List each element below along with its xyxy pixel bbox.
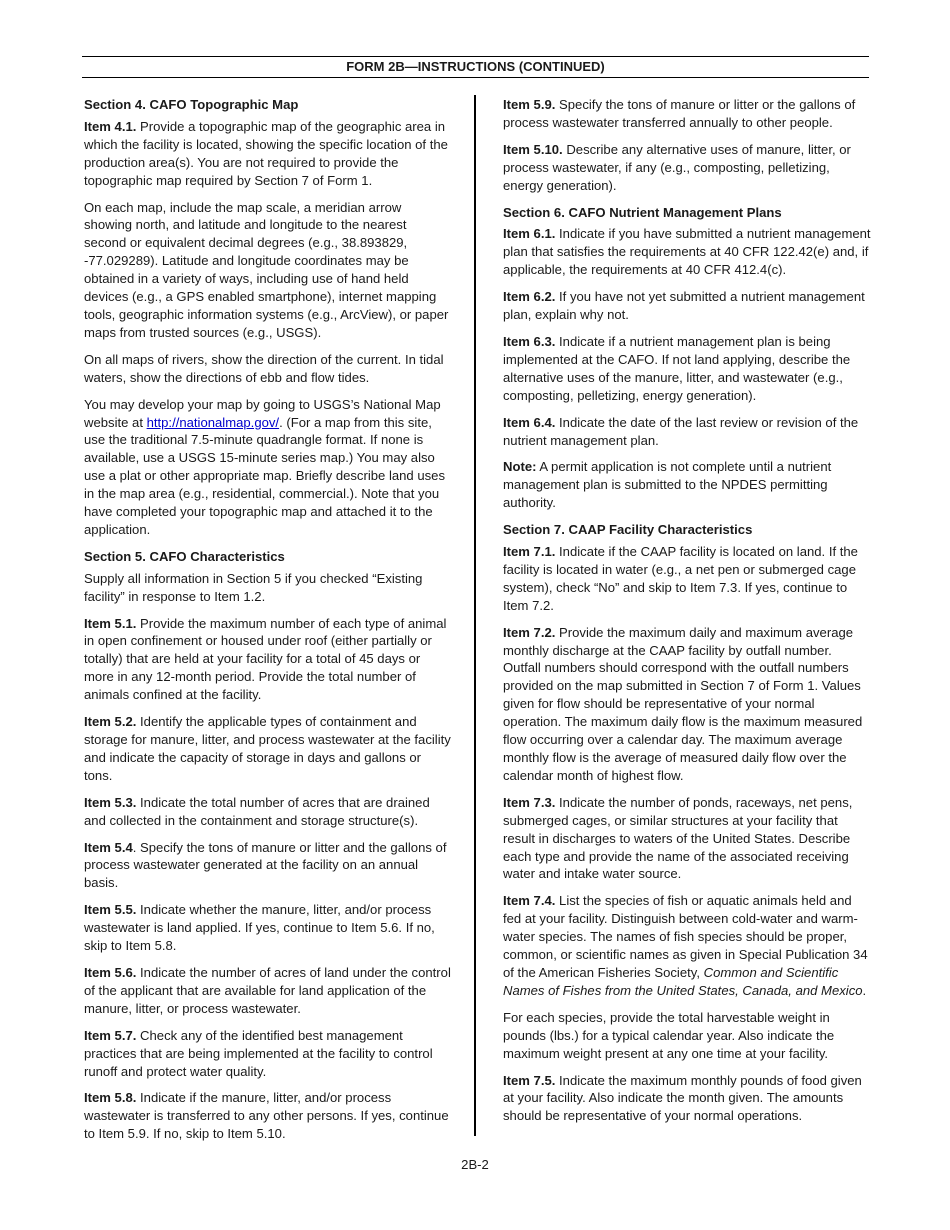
item-4-1-text: Provide a topographic map of the geographic area in which the facility is located, showing the specific location of the production area(s). You are not required to provide the topographic map required by Section 7 of Form 1. xyxy=(84,118,448,188)
header-rule-bottom xyxy=(82,77,869,78)
item-5-2 xyxy=(84,713,452,785)
page-number: 2B-2 xyxy=(461,1157,489,1172)
item-6-1 xyxy=(503,225,871,279)
right-column xyxy=(503,96,871,1134)
section-7-heading: Section 7. CAAP Facility Characteristics xyxy=(503,522,753,538)
item-6-2 xyxy=(503,288,871,324)
note-text: A permit application is not complete until a nutrient management plan is submitted to the NPDES permitting authority. xyxy=(503,459,832,511)
note-paragraph xyxy=(503,458,871,512)
item-6-2-label: Item 6.2. xyxy=(503,289,556,305)
section-5-heading: Section 5. CAFO Characteristics xyxy=(84,548,285,564)
item-7-5 xyxy=(503,1072,871,1126)
item-6-4-text: Indicate the date of the last review or revision of the nutrient management plan. xyxy=(503,414,859,448)
item-6-3 xyxy=(503,333,871,405)
item-6-1-label: Item 6.1. xyxy=(503,226,556,242)
map-scale-paragraph: On each map, include the map scale, a meridian arrow showing north, and latitude and longitude to the nearest second or equivalent decimal degrees (e.g., 38.893829, -77.029289). Latitude and longitude coordinates may be obtained in a variety of ways, including use of hand held devices (e.g., a GPS enabled smartphone), internet mapping tools, geographic information systems (e.g., ArcView), or paper maps from trusted sources (e.g., USGS). xyxy=(84,199,449,340)
item-5-10 xyxy=(503,141,871,195)
item-7-1-label: Item 7.1. xyxy=(503,544,556,560)
item-5-8-text: Indicate if the manure, litter, and/or process wastewater is transferred to any other persons. If yes, continue to Item 5.9. If no, skip to Item 5.10. xyxy=(84,1090,449,1142)
item-5-4-label: Item 5.4 xyxy=(84,839,133,855)
item-6-3-text: Indicate if a nutrient management plan is being implemented at the CAFO. If not land applying, describe the alternative uses of the manure, litter, and wastewater (e.g., composting, pelletizing, energy generation). xyxy=(503,333,851,403)
header-rule-top xyxy=(82,56,869,57)
item-5-4 xyxy=(84,839,452,893)
item-5-4-text: . Specify the tons of manure or litter and the gallons of process wastewater generated at the facility on an annual basis. xyxy=(84,839,447,891)
item-5-5-text: Indicate whether the manure, litter, and/or process wastewater is land applied. If yes, continue to Item 5.6. If no, skip to Item 5.8. xyxy=(84,902,435,954)
page-header-title: FORM 2B—INSTRUCTIONS (CONTINUED) xyxy=(346,59,605,74)
item-7-2 xyxy=(503,624,871,785)
item-5-5-label: Item 5.5. xyxy=(84,902,137,918)
section-4-heading: Section 4. CAFO Topographic Map xyxy=(84,97,299,112)
item-5-3-label: Item 5.3. xyxy=(84,794,137,810)
item-6-3-label: Item 6.3. xyxy=(503,333,556,349)
item-5-7-text: Check any of the identified best management practices that are being implemented at the facility to control runoff and protect water quality. xyxy=(84,1027,433,1079)
item-5-10-label: Item 5.10. xyxy=(503,141,563,157)
item-5-9-label: Item 5.9. xyxy=(503,97,556,112)
item-5-1 xyxy=(84,615,452,705)
item-5-6-text: Indicate the number of acres of land under the control of the applicant that are available for land application of the manure, litter, or process wastewater. xyxy=(84,964,451,1016)
item-5-5 xyxy=(84,901,452,955)
item-5-3-text: Indicate the total number of acres that are drained and collected in the containment and storage structure(s). xyxy=(84,794,430,828)
item-7-4-text: List the species of fish or aquatic animals held and fed at your facility. Distinguish between cold-water and warm-water species. The names of fish species should be proper, common, or scientific names as given in Special Publication 34 of the American Fisheries Society, xyxy=(503,893,868,980)
note-label: Note: xyxy=(503,459,537,475)
item-5-3 xyxy=(84,794,452,830)
supply-paragraph: Supply all information in Section 5 if you checked “Existing facility” in response to Item 1.2. xyxy=(84,570,423,604)
item-5-9 xyxy=(503,96,871,132)
item-7-4-label: Item 7.4. xyxy=(503,893,556,909)
item-7-3 xyxy=(503,794,871,884)
usgs-text-after: . (For a map from this site, use the traditional 7.5-minute quadrangle format. If none is available, use a USGS 15-minute series map.) You may also use a plat or other appropriate map. Briefly describe land uses in the map area (e.g., residential, commercial.). Note that you have completed your topographic map and attached it to the application. xyxy=(84,414,446,537)
item-5-6-label: Item 5.6. xyxy=(84,964,137,980)
item-4-1 xyxy=(84,118,452,190)
item-7-5-text: Indicate the maximum monthly pounds of food given at your facility. Also indicate the month given. The amounts should be representative of your normal operations. xyxy=(503,1072,862,1124)
item-5-10-text: Describe any alternative uses of manure, litter, or process wastewater, if any (e.g., composting, pelletizing, energy generation). xyxy=(503,141,851,193)
usgs-text-before: You may develop your map by going to USGS’s National Map website at xyxy=(84,396,441,430)
national-map-link[interactable]: http://nationalmap.gov/ xyxy=(146,414,280,430)
item-6-2-text: If you have not yet submitted a nutrient management plan, explain why not. xyxy=(503,289,865,323)
item-5-8-label: Item 5.8. xyxy=(84,1090,137,1106)
item-7-2-label: Item 7.2. xyxy=(503,624,556,640)
item-5-2-label: Item 5.2. xyxy=(84,714,137,730)
item-6-4 xyxy=(503,414,871,450)
item-5-7-label: Item 5.7. xyxy=(84,1027,137,1043)
item-5-9-text: Specify the tons of manure or litter or the gallons of process wastewater transferred annually to other people. xyxy=(503,97,856,130)
section-6-heading: Section 6. CAFO Nutrient Management Plans xyxy=(503,204,782,220)
left-column xyxy=(84,96,452,1152)
item-5-8 xyxy=(84,1089,452,1143)
item-5-1-text: Provide the maximum number of each type of animal in open confinement or housed under roof (either partially or totally) that are held at your facility for a total of 45 days or more in any 12-month period. Provide the total number of animals confined at the facility. xyxy=(84,615,447,703)
usgs-paragraph xyxy=(84,396,452,539)
item-7-3-text: Indicate the number of ponds, raceways, net pens, submerged cages, or similar structures at your facility that result in discharges to waters of the United States. Describe each type and provide the name of the associated receiving water and intake water source. xyxy=(503,794,853,882)
item-7-4-end: . xyxy=(862,982,867,998)
species-weight-paragraph: For each species, provide the total harvestable weight in pounds (lbs.) for a typical calendar year. Also indicate the maximum weight present at any one time at your facility. xyxy=(503,1009,835,1061)
rivers-paragraph: On all maps of rivers, show the direction of the current. In tidal waters, show the directions of ebb and flow tides. xyxy=(84,351,444,385)
item-5-2-text: Identify the applicable types of containment and storage for manure, litter, and process wastewater at the facility and indicate the capacity of storage in days and gallons or tons. xyxy=(84,714,451,783)
item-7-1 xyxy=(503,543,871,615)
item-5-1-label: Item 5.1. xyxy=(84,615,137,631)
column-divider xyxy=(474,95,476,1136)
item-7-1-text: Indicate if the CAAP facility is located on land. If the facility is located in water (e.g., a net pen or submerged cage system), check “No” and skip to Item 7.3. If yes, continue to Item 7.2. xyxy=(503,544,858,613)
item-7-2-text: Provide the maximum daily and maximum average monthly discharge at the CAAP facility by outfall number. Outfall numbers should correspond with the outfall numbers provided on the map submitted in Section 7 of Form 1. Values given for flow should be representative of your normal operation. The maximum daily flow is the maximum measured flow occurring over a calendar day. The maximum average monthly flow is the average of measured daily flow over the calendar month of highest flow. xyxy=(503,624,863,783)
item-6-4-label: Item 6.4. xyxy=(503,414,556,430)
item-5-7 xyxy=(84,1027,452,1081)
item-5-6 xyxy=(84,964,452,1018)
item-7-4 xyxy=(503,892,871,999)
item-4-1-label: Item 4.1. xyxy=(84,118,137,134)
item-6-1-text: Indicate if you have submitted a nutrient management plan that satisfies the requirements at 40 CFR 122.42(e) and, if applicable, the requirements at 40 CFR 412.4(c). xyxy=(503,226,871,278)
item-7-4-publication-title: Common and Scientific Names of Fishes from the United States, Canada, and Mexico xyxy=(503,964,863,998)
item-7-5-label: Item 7.5. xyxy=(503,1072,556,1088)
item-7-3-label: Item 7.3. xyxy=(503,794,556,810)
